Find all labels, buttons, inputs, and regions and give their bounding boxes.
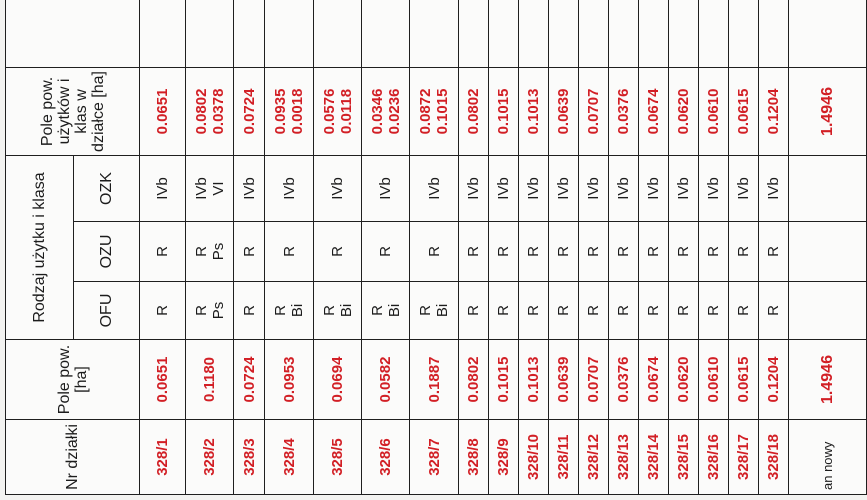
land-use-area-cell-line: 0.0236 [385, 88, 403, 135]
ozu-cell-line: R [465, 246, 482, 257]
land-use-area-cell-line: 0.0346 [368, 88, 386, 135]
ozu-cell-line: R [425, 246, 443, 257]
land-use-area-cell [639, 67, 669, 155]
parcel-number: 328/11 [549, 420, 579, 495]
parcel-number: 328/10 [519, 420, 549, 495]
ofu-cell-line: Bi [337, 303, 355, 318]
ofu-cell-line: R [320, 305, 338, 316]
parcel-number: 328/17 [729, 420, 759, 495]
header-row-top [6, 0, 74, 495]
header-pole-uzytkow: Pole pow. użytków i klas w działce [ha] [6, 67, 140, 155]
total-ozu-empty [789, 222, 867, 282]
parcel-row [729, 0, 759, 495]
land-use-area-cell-line: 0.0651 [154, 88, 171, 135]
ofu-cell [489, 282, 519, 340]
parcel-number: 328/9 [489, 420, 519, 495]
land-use-area-cell [234, 67, 265, 155]
ofu-cell-line: R [272, 305, 289, 316]
ozu-cell [609, 222, 639, 282]
ozk-cell [579, 155, 609, 221]
parcel-row [639, 0, 669, 495]
ofu-cell [549, 282, 579, 340]
land-use-area-cell [362, 67, 410, 155]
parcel-row [234, 0, 265, 495]
ozu-cell [759, 222, 789, 282]
ofu-cell-line: R [368, 305, 386, 316]
parcel-number: 328/6 [362, 420, 410, 495]
ozu-cell-line: R [765, 246, 782, 257]
land-use-area-cell [314, 67, 362, 155]
ofu-cell [729, 282, 759, 340]
land-use-area-cell [140, 67, 186, 155]
parcel-table [5, 0, 867, 495]
ozu-cell-line: R [615, 246, 632, 257]
ozu-cell-line: R [555, 246, 572, 257]
land-use-area-cell-line: 0.0378 [209, 88, 227, 135]
land-use-area-cell [459, 67, 489, 155]
parcel-number: 328/3 [234, 420, 265, 495]
land-use-area-cell [759, 67, 789, 155]
parcel-row [314, 0, 362, 495]
ozu-cell [729, 222, 759, 282]
ozk-cell [459, 155, 489, 221]
parcel-number: 328/13 [609, 420, 639, 495]
empty-cell [549, 0, 579, 67]
land-use-area-cell [669, 67, 699, 155]
total-ofu-empty [789, 282, 867, 340]
ozk-cell [410, 155, 459, 221]
total-land-use-area: 1.4946 [789, 67, 867, 155]
ozk-cell-line: VI [209, 181, 227, 196]
parcel-area: 0.0724 [234, 340, 265, 420]
ozk-cell-line: IVb [705, 177, 722, 200]
land-use-area-cell-line: 0.0639 [555, 88, 572, 135]
empty-cell [579, 0, 609, 67]
parcel-number: 328/16 [699, 420, 729, 495]
ozu-cell-line: R [154, 246, 171, 257]
parcel-number: 328/1 [140, 420, 186, 495]
ofu-cell-line: Bi [289, 303, 306, 318]
ozk-cell-line: IVb [735, 177, 752, 200]
empty-cell [729, 0, 759, 67]
land-use-area-cell-line: 0.0576 [320, 88, 338, 135]
land-use-area-cell [579, 67, 609, 155]
empty-cell [186, 0, 234, 67]
ozu-cell [459, 222, 489, 282]
land-use-area-cell-line: 0.1204 [765, 88, 782, 135]
ozu-cell-line: R [735, 246, 752, 257]
ozk-cell-line: IVb [465, 177, 482, 200]
ozu-cell [362, 222, 410, 282]
land-use-area-cell-line: 0.1015 [434, 88, 451, 135]
parcel-area: 0.0953 [265, 340, 314, 420]
parcel-row [186, 0, 234, 495]
ofu-cell-line: R [154, 305, 171, 316]
ozk-cell-line: IVb [154, 177, 171, 200]
land-use-area-cell [729, 67, 759, 155]
ofu-cell [314, 282, 362, 340]
ofu-cell-line: Ps [209, 301, 227, 320]
parcel-area: 0.0610 [699, 340, 729, 420]
parcel-area: 0.0620 [669, 340, 699, 420]
ofu-cell-line: R [465, 305, 482, 316]
ozu-cell-line: R [240, 246, 258, 257]
ozu-cell [410, 222, 459, 282]
empty-cell [314, 0, 362, 67]
ofu-cell [699, 282, 729, 340]
ozu-cell-line: Ps [209, 242, 227, 261]
land-use-area-cell [699, 67, 729, 155]
land-use-area-cell [609, 67, 639, 155]
land-use-area-cell-line: 0.0610 [705, 88, 722, 135]
header-nr: Nr działki [6, 420, 140, 495]
parcel-row [265, 0, 314, 495]
empty-cell [789, 0, 867, 67]
ofu-cell-line: R [585, 305, 602, 316]
parcel-area: 0.0639 [549, 340, 579, 420]
empty-cell [265, 0, 314, 67]
parcel-row [549, 0, 579, 495]
parcel-number: 328/2 [186, 420, 234, 495]
land-use-area-cell [489, 67, 519, 155]
header-ozu: OZU [74, 222, 140, 282]
ozk-cell [362, 155, 410, 221]
parcel-area: 0.1015 [489, 340, 519, 420]
header-rodzaj: Rodzaj użytku i klasa [6, 155, 74, 339]
ozk-cell [519, 155, 549, 221]
parcel-area: 0.1887 [410, 340, 459, 420]
ozu-cell-line: R [495, 246, 512, 257]
total-ozk-empty [789, 155, 867, 221]
header-ozk: OZK [74, 155, 140, 221]
ofu-cell-line: Bi [434, 303, 451, 318]
parcel-row [609, 0, 639, 495]
parcel-row [669, 0, 699, 495]
ofu-cell [140, 282, 186, 340]
ofu-cell-line: R [525, 305, 542, 316]
parcel-area: 0.0376 [609, 340, 639, 420]
ozk-cell-line: IVb [495, 177, 512, 200]
land-use-area-cell-line: 0.0620 [675, 88, 692, 135]
land-use-area-cell [549, 67, 579, 155]
ozu-cell [669, 222, 699, 282]
ozk-cell-line: IVb [192, 177, 210, 200]
empty-cell [140, 0, 186, 67]
header-spacer [6, 0, 140, 67]
ozu-cell [186, 222, 234, 282]
parcel-row [759, 0, 789, 495]
ozk-cell [699, 155, 729, 221]
land-use-area-cell [519, 67, 549, 155]
parcel-area: 0.0707 [579, 340, 609, 420]
ofu-cell-line: R [417, 305, 434, 316]
ozu-cell [234, 222, 265, 282]
parcel-area: 0.0674 [639, 340, 669, 420]
parcel-number: 328/4 [265, 420, 314, 495]
parcel-area: 0.0802 [459, 340, 489, 420]
ofu-cell [519, 282, 549, 340]
land-use-area-cell-line: 0.0674 [645, 88, 662, 135]
empty-cell [234, 0, 265, 67]
ozu-cell [489, 222, 519, 282]
land-use-area-cell-line: 0.0018 [289, 88, 306, 135]
parcel-row [410, 0, 459, 495]
land-use-area-cell-line: 0.0724 [240, 88, 258, 135]
ofu-cell [639, 282, 669, 340]
parcel-area: 0.0694 [314, 340, 362, 420]
ofu-cell [265, 282, 314, 340]
empty-cell [519, 0, 549, 67]
parcel-number: 328/5 [314, 420, 362, 495]
parcel-row [699, 0, 729, 495]
ozk-cell-line: IVb [615, 177, 632, 200]
ozu-cell-line: R [377, 246, 394, 257]
land-use-area-cell-line: 0.0118 [337, 88, 355, 134]
ozk-cell-line: IVb [425, 177, 443, 200]
ozu-cell-line: R [675, 246, 692, 257]
parcel-row [519, 0, 549, 495]
ozu-cell [314, 222, 362, 282]
ofu-cell-line: R [240, 305, 258, 316]
land-use-area-cell-line: 0.0935 [272, 88, 289, 135]
ozu-cell [639, 222, 669, 282]
ozk-cell-line: IVb [585, 177, 602, 200]
ofu-cell-line: R [192, 305, 210, 316]
ozk-cell-line: IVb [240, 177, 258, 200]
empty-cell [459, 0, 489, 67]
parcel-row [362, 0, 410, 495]
ofu-cell-line: R [495, 305, 512, 316]
ozk-cell [729, 155, 759, 221]
parcel-number: 328/8 [459, 420, 489, 495]
ofu-cell [609, 282, 639, 340]
empty-cell [410, 0, 459, 67]
ozk-cell [549, 155, 579, 221]
ozu-cell-line: R [705, 246, 722, 257]
ofu-cell [234, 282, 265, 340]
ozk-cell [609, 155, 639, 221]
ozu-cell-line: R [525, 246, 542, 257]
ozk-cell-line: IVb [765, 177, 782, 200]
ozu-cell-line: R [329, 246, 346, 257]
ozu-cell-line: R [280, 246, 298, 257]
empty-cell [489, 0, 519, 67]
land-use-area-cell [265, 67, 314, 155]
ofu-cell-line: R [675, 305, 692, 316]
ozk-cell-line: IVb [377, 177, 394, 200]
land-use-area-cell-line: 0.0376 [615, 88, 632, 135]
ozk-cell-line: IVb [645, 177, 662, 200]
ofu-cell [669, 282, 699, 340]
ofu-cell-line: R [765, 305, 782, 316]
ozk-cell-line: IVb [329, 177, 346, 200]
ozu-cell [140, 222, 186, 282]
ozu-cell [265, 222, 314, 282]
parcel-number: 328/18 [759, 420, 789, 495]
ozk-cell-line: IVb [555, 177, 572, 200]
total-area: 1.4946 [789, 340, 867, 420]
empty-cell [639, 0, 669, 67]
ofu-cell-line: R [735, 305, 752, 316]
parcel-number: 328/12 [579, 420, 609, 495]
land-use-area-cell-line: 0.0707 [585, 88, 602, 135]
ofu-cell-line: R [645, 305, 662, 316]
parcel-area: 0.1204 [759, 340, 789, 420]
ozu-cell-line: R [645, 246, 662, 257]
parcel-area: 0.0615 [729, 340, 759, 420]
parcel-row [459, 0, 489, 495]
parcel-rows [140, 0, 867, 495]
land-use-area-cell-line: 0.0872 [417, 88, 434, 135]
ozu-cell [699, 222, 729, 282]
ozk-cell [314, 155, 362, 221]
land-use-area-cell-line: 0.1013 [525, 88, 542, 135]
ozk-cell [140, 155, 186, 221]
parcel-row [579, 0, 609, 495]
ozu-cell-line: R [192, 246, 210, 257]
empty-cell [699, 0, 729, 67]
empty-cell [669, 0, 699, 67]
header-pole: Pole pow. [ha] [6, 340, 140, 420]
parcel-number: 328/14 [639, 420, 669, 495]
total-label: an nowy [789, 420, 867, 495]
ozk-cell [489, 155, 519, 221]
ozk-cell [639, 155, 669, 221]
empty-cell [362, 0, 410, 67]
land-use-area-cell-line: 0.0802 [465, 88, 482, 135]
empty-cell [609, 0, 639, 67]
ofu-cell [186, 282, 234, 340]
ozk-cell [759, 155, 789, 221]
ofu-cell [579, 282, 609, 340]
land-use-area-cell [186, 67, 234, 155]
land-use-area-cell-line: 0.0615 [735, 88, 752, 135]
ofu-cell [759, 282, 789, 340]
ozu-cell [579, 222, 609, 282]
ofu-cell-line: R [555, 305, 572, 316]
ozk-cell [265, 155, 314, 221]
ozk-cell-line: IVb [525, 177, 542, 200]
parcel-row [489, 0, 519, 495]
ozk-cell-line: IVb [280, 177, 298, 200]
empty-cell [759, 0, 789, 67]
parcel-row [140, 0, 186, 495]
ofu-cell-line: R [705, 305, 722, 316]
ofu-cell-line: R [615, 305, 632, 316]
ozu-cell [549, 222, 579, 282]
ozk-cell-line: IVb [675, 177, 692, 200]
land-use-area-cell [410, 67, 459, 155]
ofu-cell-line: Bi [385, 303, 403, 318]
ozk-cell [186, 155, 234, 221]
ofu-cell [362, 282, 410, 340]
parcel-number: 328/7 [410, 420, 459, 495]
ozk-cell [234, 155, 265, 221]
parcel-area: 0.0651 [140, 340, 186, 420]
land-use-area-cell-line: 0.0802 [192, 88, 210, 135]
ozu-cell-line: R [585, 246, 602, 257]
total-row [789, 0, 867, 495]
ozu-cell [519, 222, 549, 282]
parcel-area: 0.1180 [186, 340, 234, 420]
header-ofu: OFU [74, 282, 140, 340]
parcel-area: 0.0582 [362, 340, 410, 420]
parcel-area: 0.1013 [519, 340, 549, 420]
land-use-area-cell-line: 0.1015 [495, 88, 512, 135]
parcel-number: 328/15 [669, 420, 699, 495]
ofu-cell [410, 282, 459, 340]
ozk-cell [669, 155, 699, 221]
ofu-cell [459, 282, 489, 340]
